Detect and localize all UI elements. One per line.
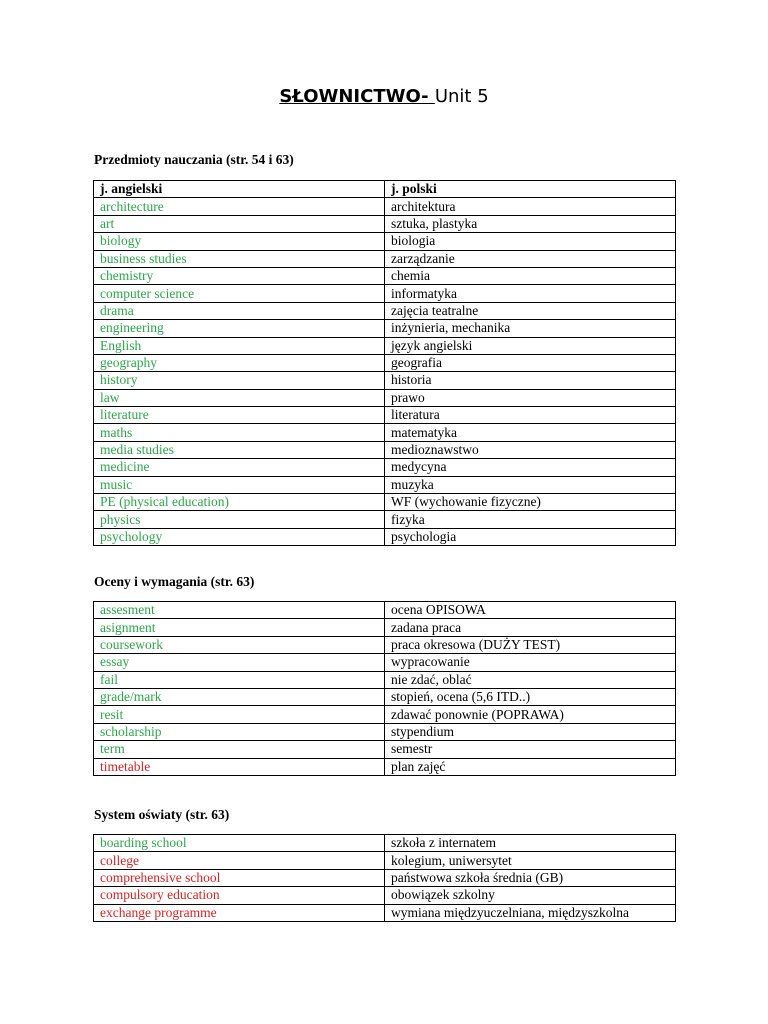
english-term: computer science [94, 285, 385, 302]
table-row [94, 198, 676, 215]
english-term: assesment [94, 602, 385, 619]
polish-translation: zdawać ponownie (POPRAWA) [385, 706, 676, 723]
english-term: biology [94, 233, 385, 250]
table-row [94, 869, 676, 886]
table-row [94, 758, 676, 775]
polish-translation: inżynieria, mechanika [385, 320, 676, 337]
english-term: fail [94, 671, 385, 688]
english-term: architecture [94, 198, 385, 215]
polish-translation: praca okresowa (DUŻY TEST) [385, 636, 676, 653]
english-term: medicine [94, 459, 385, 476]
polish-translation: geografia [385, 354, 676, 371]
polish-translation: państwowa szkoła średnia (GB) [385, 869, 676, 886]
table-row [94, 285, 676, 302]
english-term: term [94, 741, 385, 758]
polish-translation: stopień, ocena (5,6 ITD..) [385, 688, 676, 705]
table-body [94, 835, 676, 922]
education-system-table [93, 834, 676, 922]
english-term: asignment [94, 619, 385, 636]
polish-translation: zarządzanie [385, 250, 676, 267]
table-row [94, 424, 676, 441]
polish-translation: semestr [385, 741, 676, 758]
table-row [94, 741, 676, 758]
polish-translation: zajęcia teatralne [385, 302, 676, 319]
english-term: history [94, 372, 385, 389]
polish-translation: nie zdać, oblać [385, 671, 676, 688]
english-term: psychology [94, 528, 385, 545]
table-header-row [94, 181, 676, 198]
table-row [94, 372, 676, 389]
english-term: coursework [94, 636, 385, 653]
polish-translation: fizyka [385, 511, 676, 528]
english-term: literature [94, 407, 385, 424]
english-term: physics [94, 511, 385, 528]
polish-translation: ocena OPISOWA [385, 602, 676, 619]
polish-translation: prawo [385, 389, 676, 406]
table-body [94, 181, 676, 546]
polish-translation: wypracowanie [385, 654, 676, 671]
table-row [94, 602, 676, 619]
section-heading-subjects: Przedmioty nauczania (str. 54 i 63) [94, 152, 294, 167]
subjects-table [93, 180, 676, 546]
polish-translation: zadana praca [385, 619, 676, 636]
table-row [94, 904, 676, 921]
english-term: resit [94, 706, 385, 723]
table-row [94, 706, 676, 723]
table-row [94, 215, 676, 232]
table-row [94, 250, 676, 267]
table-row [94, 459, 676, 476]
table-row [94, 511, 676, 528]
polish-translation: medioznawstwo [385, 441, 676, 458]
english-term: media studies [94, 441, 385, 458]
english-term: English [94, 337, 385, 354]
english-term: grade/mark [94, 688, 385, 705]
title-unit: Unit 5 [434, 86, 489, 107]
polish-translation: stypendium [385, 723, 676, 740]
english-term: chemistry [94, 267, 385, 284]
polish-translation: plan zajęć [385, 758, 676, 775]
polish-translation: chemia [385, 267, 676, 284]
table-body [94, 602, 676, 776]
polish-translation: architektura [385, 198, 676, 215]
table-row [94, 528, 676, 545]
grades-table [93, 601, 676, 776]
polish-translation: WF (wychowanie fizyczne) [385, 494, 676, 511]
english-term: scholarship [94, 723, 385, 740]
table-row [94, 835, 676, 852]
polish-translation: matematyka [385, 424, 676, 441]
english-term: law [94, 389, 385, 406]
table-row [94, 852, 676, 869]
table-row [94, 407, 676, 424]
english-term: essay [94, 654, 385, 671]
english-term: art [94, 215, 385, 232]
polish-translation: historia [385, 372, 676, 389]
title-main: SŁOWNICTWO- [279, 86, 435, 107]
table-row [94, 337, 676, 354]
english-term: compulsory education [94, 887, 385, 904]
section-heading-education-system: System oświaty (str. 63) [94, 807, 230, 822]
polish-translation: literatura [385, 407, 676, 424]
english-term: boarding school [94, 835, 385, 852]
polish-translation: język angielski [385, 337, 676, 354]
table-row [94, 723, 676, 740]
table-row [94, 671, 676, 688]
page-title [0, 86, 768, 108]
polish-translation: sztuka, plastyka [385, 215, 676, 232]
table-row [94, 636, 676, 653]
english-term: drama [94, 302, 385, 319]
header-polish: j. polski [385, 181, 676, 198]
polish-translation: medycyna [385, 459, 676, 476]
english-term: engineering [94, 320, 385, 337]
table-row [94, 389, 676, 406]
table-row [94, 476, 676, 493]
table-row [94, 887, 676, 904]
table-row [94, 494, 676, 511]
table-row [94, 302, 676, 319]
polish-translation: wymiana międzyuczelniana, międzyszkolna [385, 904, 676, 921]
table-row [94, 619, 676, 636]
polish-translation: kolegium, uniwersytet [385, 852, 676, 869]
table-row [94, 441, 676, 458]
polish-translation: szkoła z internatem [385, 835, 676, 852]
english-term: exchange programme [94, 904, 385, 921]
table-row [94, 320, 676, 337]
english-term: geography [94, 354, 385, 371]
polish-translation: muzyka [385, 476, 676, 493]
polish-translation: biologia [385, 233, 676, 250]
table-row [94, 267, 676, 284]
polish-translation: obowiązek szkolny [385, 887, 676, 904]
table-row [94, 688, 676, 705]
english-term: PE (physical education) [94, 494, 385, 511]
section-heading-grades: Oceny i wymagania (str. 63) [94, 574, 255, 589]
polish-translation: psychologia [385, 528, 676, 545]
english-term: comprehensive school [94, 869, 385, 886]
english-term: maths [94, 424, 385, 441]
english-term: music [94, 476, 385, 493]
header-english: j. angielski [94, 181, 385, 198]
english-term: timetable [94, 758, 385, 775]
table-row [94, 654, 676, 671]
english-term: business studies [94, 250, 385, 267]
table-row [94, 233, 676, 250]
polish-translation: informatyka [385, 285, 676, 302]
english-term: college [94, 852, 385, 869]
table-row [94, 354, 676, 371]
